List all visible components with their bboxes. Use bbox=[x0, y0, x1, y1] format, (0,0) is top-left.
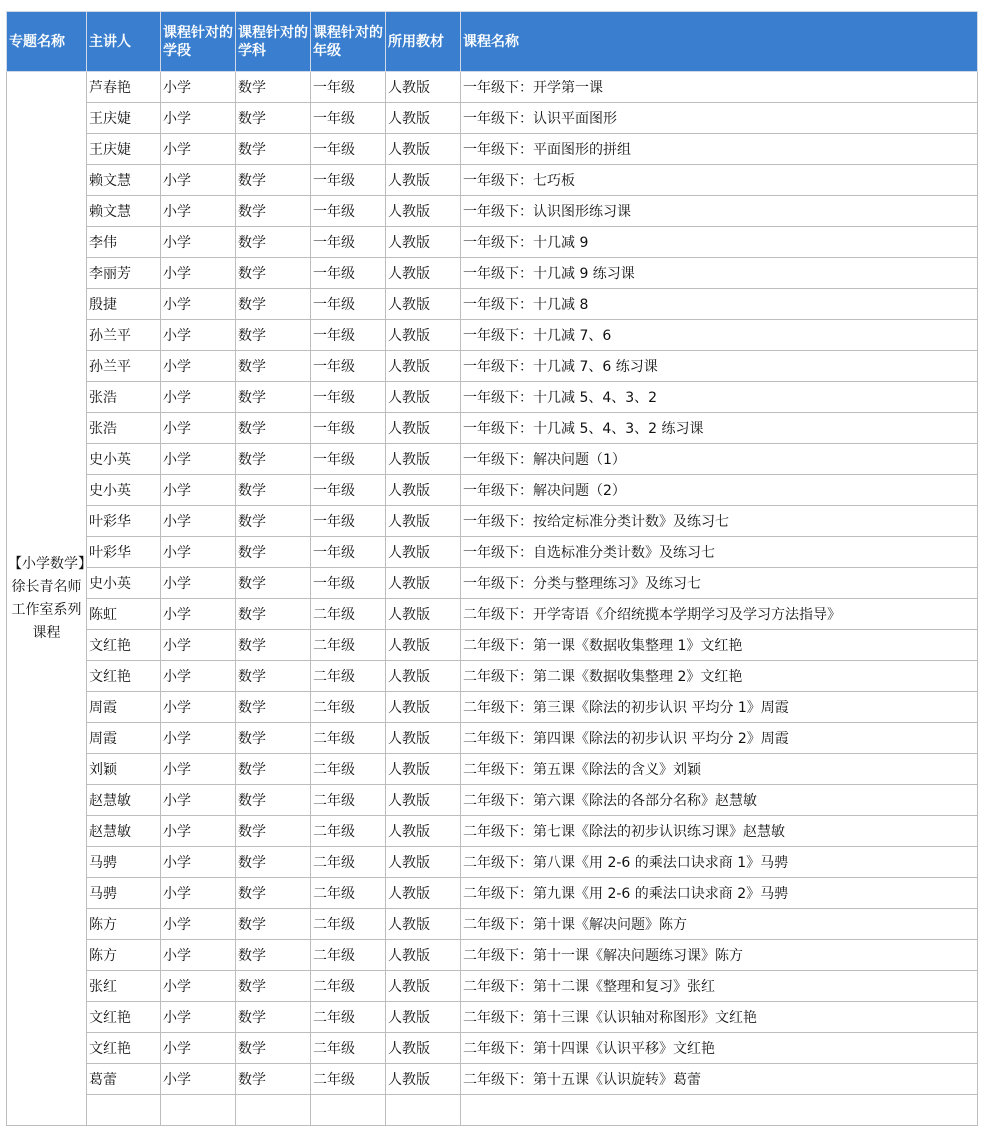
cell-subject: 数学 bbox=[236, 816, 311, 847]
cell-subject: 数学 bbox=[236, 971, 311, 1002]
cell-stage: 小学 bbox=[161, 940, 236, 971]
cell-stage: 小学 bbox=[161, 506, 236, 537]
cell-empty bbox=[386, 1095, 461, 1126]
cell-course: 一年级下：认识图形练习课 bbox=[461, 196, 978, 227]
cell-textbook: 人教版 bbox=[386, 289, 461, 320]
cell-textbook: 人教版 bbox=[386, 630, 461, 661]
cell-course: 一年级下：十几减 9 练习课 bbox=[461, 258, 978, 289]
cell-grade: 二年级 bbox=[311, 1064, 386, 1095]
cell-subject: 数学 bbox=[236, 227, 311, 258]
cell-stage: 小学 bbox=[161, 816, 236, 847]
cell-textbook: 人教版 bbox=[386, 475, 461, 506]
cell-grade: 一年级 bbox=[311, 165, 386, 196]
cell-textbook: 人教版 bbox=[386, 351, 461, 382]
cell-grade: 二年级 bbox=[311, 661, 386, 692]
cell-grade: 一年级 bbox=[311, 72, 386, 103]
cell-subject: 数学 bbox=[236, 475, 311, 506]
cell-textbook: 人教版 bbox=[386, 754, 461, 785]
cell-textbook: 人教版 bbox=[386, 599, 461, 630]
cell-textbook: 人教版 bbox=[386, 196, 461, 227]
cell-stage: 小学 bbox=[161, 1033, 236, 1064]
cell-course: 一年级下：解决问题（2） bbox=[461, 475, 978, 506]
table-row bbox=[7, 506, 978, 537]
cell-subject: 数学 bbox=[236, 785, 311, 816]
cell-speaker: 文红艳 bbox=[87, 1002, 161, 1033]
cell-speaker: 张浩 bbox=[87, 413, 161, 444]
cell-speaker: 张浩 bbox=[87, 382, 161, 413]
cell-grade: 一年级 bbox=[311, 320, 386, 351]
cell-textbook: 人教版 bbox=[386, 971, 461, 1002]
cell-course: 一年级下：按给定标准分类计数》及练习七 bbox=[461, 506, 978, 537]
cell-speaker: 叶彩华 bbox=[87, 537, 161, 568]
table-row bbox=[7, 444, 978, 475]
cell-stage: 小学 bbox=[161, 196, 236, 227]
cell-speaker: 孙兰平 bbox=[87, 351, 161, 382]
table-row bbox=[7, 475, 978, 506]
cell-grade: 二年级 bbox=[311, 909, 386, 940]
cell-course: 二年级下：第十一课《解决问题练习课》陈方 bbox=[461, 940, 978, 971]
cell-stage: 小学 bbox=[161, 630, 236, 661]
cell-grade: 二年级 bbox=[311, 785, 386, 816]
cell-stage: 小学 bbox=[161, 413, 236, 444]
table-row bbox=[7, 1064, 978, 1095]
cell-course: 二年级下：第十三课《认识轴对称图形》文红艳 bbox=[461, 1002, 978, 1033]
cell-stage: 小学 bbox=[161, 754, 236, 785]
cell-subject: 数学 bbox=[236, 878, 311, 909]
cell-speaker: 史小英 bbox=[87, 568, 161, 599]
table-row bbox=[7, 289, 978, 320]
table-row bbox=[7, 320, 978, 351]
cell-subject: 数学 bbox=[236, 72, 311, 103]
table-row bbox=[7, 568, 978, 599]
cell-stage: 小学 bbox=[161, 599, 236, 630]
cell-subject: 数学 bbox=[236, 723, 311, 754]
cell-stage: 小学 bbox=[161, 320, 236, 351]
cell-textbook: 人教版 bbox=[386, 320, 461, 351]
cell-speaker: 殷捷 bbox=[87, 289, 161, 320]
table-row bbox=[7, 413, 978, 444]
cell-speaker: 葛蕾 bbox=[87, 1064, 161, 1095]
cell-textbook: 人教版 bbox=[386, 382, 461, 413]
cell-stage: 小学 bbox=[161, 537, 236, 568]
cell-textbook: 人教版 bbox=[386, 134, 461, 165]
table-row bbox=[7, 692, 978, 723]
cell-course: 二年级下：开学寄语《介绍统揽本学期学习及学习方法指导》 bbox=[461, 599, 978, 630]
cell-textbook: 人教版 bbox=[386, 413, 461, 444]
cell-speaker: 史小英 bbox=[87, 475, 161, 506]
cell-course: 二年级下：第一课《数据收集整理 1》文红艳 bbox=[461, 630, 978, 661]
cell-empty bbox=[161, 1095, 236, 1126]
cell-speaker: 史小英 bbox=[87, 444, 161, 475]
cell-textbook: 人教版 bbox=[386, 227, 461, 258]
cell-grade: 一年级 bbox=[311, 537, 386, 568]
cell-empty bbox=[311, 1095, 386, 1126]
cell-stage: 小学 bbox=[161, 351, 236, 382]
table-body bbox=[7, 72, 978, 1126]
header-grade: 课程针对的年级 bbox=[311, 12, 386, 72]
cell-stage: 小学 bbox=[161, 444, 236, 475]
cell-course: 一年级下：十几减 7、6 bbox=[461, 320, 978, 351]
table-row bbox=[7, 351, 978, 382]
table-row bbox=[7, 72, 978, 103]
cell-speaker: 李丽芳 bbox=[87, 258, 161, 289]
cell-grade: 二年级 bbox=[311, 599, 386, 630]
cell-grade: 二年级 bbox=[311, 630, 386, 661]
cell-subject: 数学 bbox=[236, 1033, 311, 1064]
table-row bbox=[7, 1002, 978, 1033]
cell-empty bbox=[461, 1095, 978, 1126]
cell-stage: 小学 bbox=[161, 103, 236, 134]
cell-course: 二年级下：第九课《用 2-6 的乘法口诀求商 2》马骋 bbox=[461, 878, 978, 909]
cell-subject: 数学 bbox=[236, 320, 311, 351]
cell-stage: 小学 bbox=[161, 1064, 236, 1095]
cell-textbook: 人教版 bbox=[386, 847, 461, 878]
cell-course: 二年级下：第四课《除法的初步认识 平均分 2》周霞 bbox=[461, 723, 978, 754]
table-row bbox=[7, 165, 978, 196]
cell-grade: 二年级 bbox=[311, 971, 386, 1002]
cell-speaker: 刘颖 bbox=[87, 754, 161, 785]
cell-subject: 数学 bbox=[236, 413, 311, 444]
course-table bbox=[6, 11, 978, 1126]
cell-course: 一年级下：开学第一课 bbox=[461, 72, 978, 103]
cell-grade: 二年级 bbox=[311, 940, 386, 971]
header-speaker: 主讲人 bbox=[87, 12, 161, 72]
header-stage: 课程针对的学段 bbox=[161, 12, 236, 72]
cell-textbook: 人教版 bbox=[386, 1064, 461, 1095]
cell-textbook: 人教版 bbox=[386, 444, 461, 475]
cell-grade: 一年级 bbox=[311, 506, 386, 537]
table-row bbox=[7, 537, 978, 568]
cell-subject: 数学 bbox=[236, 382, 311, 413]
cell-empty bbox=[87, 1095, 161, 1126]
cell-course: 一年级下：十几减 8 bbox=[461, 289, 978, 320]
cell-speaker: 王庆婕 bbox=[87, 134, 161, 165]
cell-speaker: 周霞 bbox=[87, 723, 161, 754]
cell-course: 二年级下：第七课《除法的初步认识练习课》赵慧敏 bbox=[461, 816, 978, 847]
cell-stage: 小学 bbox=[161, 1002, 236, 1033]
cell-stage: 小学 bbox=[161, 165, 236, 196]
cell-course: 二年级下：第十二课《整理和复习》张红 bbox=[461, 971, 978, 1002]
cell-speaker: 马骋 bbox=[87, 878, 161, 909]
cell-grade: 一年级 bbox=[311, 568, 386, 599]
header-textbook: 所用教材 bbox=[386, 12, 461, 72]
cell-grade: 一年级 bbox=[311, 475, 386, 506]
cell-course: 一年级下：分类与整理练习》及练习七 bbox=[461, 568, 978, 599]
cell-stage: 小学 bbox=[161, 785, 236, 816]
cell-textbook: 人教版 bbox=[386, 103, 461, 134]
table-row-empty bbox=[7, 1095, 978, 1126]
cell-course: 二年级下：第八课《用 2-6 的乘法口诀求商 1》马骋 bbox=[461, 847, 978, 878]
cell-grade: 二年级 bbox=[311, 692, 386, 723]
cell-stage: 小学 bbox=[161, 258, 236, 289]
cell-subject: 数学 bbox=[236, 909, 311, 940]
cell-speaker: 李伟 bbox=[87, 227, 161, 258]
cell-subject: 数学 bbox=[236, 289, 311, 320]
cell-textbook: 人教版 bbox=[386, 506, 461, 537]
cell-stage: 小学 bbox=[161, 971, 236, 1002]
cell-grade: 一年级 bbox=[311, 351, 386, 382]
table-row bbox=[7, 940, 978, 971]
table-row bbox=[7, 847, 978, 878]
cell-course: 二年级下：第二课《数据收集整理 2》文红艳 bbox=[461, 661, 978, 692]
cell-speaker: 文红艳 bbox=[87, 630, 161, 661]
cell-subject: 数学 bbox=[236, 661, 311, 692]
cell-textbook: 人教版 bbox=[386, 1033, 461, 1064]
cell-subject: 数学 bbox=[236, 351, 311, 382]
cell-grade: 二年级 bbox=[311, 1002, 386, 1033]
cell-textbook: 人教版 bbox=[386, 785, 461, 816]
cell-speaker: 赵慧敏 bbox=[87, 785, 161, 816]
table-row bbox=[7, 134, 978, 165]
cell-subject: 数学 bbox=[236, 754, 311, 785]
table-row bbox=[7, 785, 978, 816]
cell-topic: 【小学数学】徐长青名师工作室系列课程 bbox=[7, 72, 87, 1126]
cell-grade: 一年级 bbox=[311, 103, 386, 134]
cell-speaker: 赖文慧 bbox=[87, 196, 161, 227]
cell-grade: 二年级 bbox=[311, 847, 386, 878]
cell-stage: 小学 bbox=[161, 692, 236, 723]
cell-stage: 小学 bbox=[161, 475, 236, 506]
table-row bbox=[7, 661, 978, 692]
cell-stage: 小学 bbox=[161, 568, 236, 599]
cell-course: 一年级下：十几减 7、6 练习课 bbox=[461, 351, 978, 382]
cell-course: 二年级下：第三课《除法的初步认识 平均分 1》周霞 bbox=[461, 692, 978, 723]
cell-speaker: 孙兰平 bbox=[87, 320, 161, 351]
cell-stage: 小学 bbox=[161, 289, 236, 320]
table-row bbox=[7, 227, 978, 258]
cell-course: 二年级下：第十四课《认识平移》文红艳 bbox=[461, 1033, 978, 1064]
cell-textbook: 人教版 bbox=[386, 909, 461, 940]
cell-subject: 数学 bbox=[236, 630, 311, 661]
cell-textbook: 人教版 bbox=[386, 723, 461, 754]
table-row bbox=[7, 258, 978, 289]
cell-speaker: 文红艳 bbox=[87, 661, 161, 692]
cell-course: 一年级下：十几减 9 bbox=[461, 227, 978, 258]
cell-course: 二年级下：第十五课《认识旋转》葛蕾 bbox=[461, 1064, 978, 1095]
table-row bbox=[7, 382, 978, 413]
cell-grade: 二年级 bbox=[311, 816, 386, 847]
cell-grade: 一年级 bbox=[311, 258, 386, 289]
cell-subject: 数学 bbox=[236, 568, 311, 599]
cell-subject: 数学 bbox=[236, 1064, 311, 1095]
cell-textbook: 人教版 bbox=[386, 878, 461, 909]
cell-grade: 一年级 bbox=[311, 413, 386, 444]
cell-grade: 一年级 bbox=[311, 134, 386, 165]
cell-course: 一年级下：七巧板 bbox=[461, 165, 978, 196]
cell-stage: 小学 bbox=[161, 661, 236, 692]
cell-grade: 二年级 bbox=[311, 754, 386, 785]
cell-stage: 小学 bbox=[161, 134, 236, 165]
header-course: 课程名称 bbox=[461, 12, 978, 72]
cell-speaker: 陈方 bbox=[87, 909, 161, 940]
cell-grade: 一年级 bbox=[311, 444, 386, 475]
table-row bbox=[7, 196, 978, 227]
table-row bbox=[7, 723, 978, 754]
cell-course: 一年级下：十几减 5、4、3、2 bbox=[461, 382, 978, 413]
cell-subject: 数学 bbox=[236, 847, 311, 878]
cell-textbook: 人教版 bbox=[386, 537, 461, 568]
cell-subject: 数学 bbox=[236, 599, 311, 630]
cell-speaker: 芦春艳 bbox=[87, 72, 161, 103]
cell-subject: 数学 bbox=[236, 940, 311, 971]
cell-speaker: 赖文慧 bbox=[87, 165, 161, 196]
cell-subject: 数学 bbox=[236, 1002, 311, 1033]
cell-course: 一年级下：解决问题（1） bbox=[461, 444, 978, 475]
cell-textbook: 人教版 bbox=[386, 72, 461, 103]
cell-course: 一年级下：平面图形的拼组 bbox=[461, 134, 978, 165]
cell-speaker: 张红 bbox=[87, 971, 161, 1002]
cell-textbook: 人教版 bbox=[386, 258, 461, 289]
cell-grade: 一年级 bbox=[311, 196, 386, 227]
cell-speaker: 文红艳 bbox=[87, 1033, 161, 1064]
cell-textbook: 人教版 bbox=[386, 661, 461, 692]
cell-speaker: 王庆婕 bbox=[87, 103, 161, 134]
cell-grade: 二年级 bbox=[311, 878, 386, 909]
cell-textbook: 人教版 bbox=[386, 1002, 461, 1033]
cell-stage: 小学 bbox=[161, 382, 236, 413]
cell-speaker: 马骋 bbox=[87, 847, 161, 878]
cell-stage: 小学 bbox=[161, 72, 236, 103]
cell-grade: 一年级 bbox=[311, 289, 386, 320]
cell-subject: 数学 bbox=[236, 196, 311, 227]
cell-course: 一年级下：十几减 5、4、3、2 练习课 bbox=[461, 413, 978, 444]
header-subject: 课程针对的学科 bbox=[236, 12, 311, 72]
cell-speaker: 陈虹 bbox=[87, 599, 161, 630]
cell-stage: 小学 bbox=[161, 909, 236, 940]
cell-stage: 小学 bbox=[161, 227, 236, 258]
cell-speaker: 叶彩华 bbox=[87, 506, 161, 537]
cell-subject: 数学 bbox=[236, 103, 311, 134]
cell-course: 二年级下：第六课《除法的各部分名称》赵慧敏 bbox=[461, 785, 978, 816]
header-topic: 专题名称 bbox=[7, 12, 87, 72]
table-row bbox=[7, 754, 978, 785]
table-row bbox=[7, 971, 978, 1002]
table-row bbox=[7, 103, 978, 134]
cell-course: 一年级下：自选标准分类计数》及练习七 bbox=[461, 537, 978, 568]
table-row bbox=[7, 599, 978, 630]
cell-textbook: 人教版 bbox=[386, 816, 461, 847]
cell-textbook: 人教版 bbox=[386, 692, 461, 723]
table-row bbox=[7, 630, 978, 661]
cell-stage: 小学 bbox=[161, 847, 236, 878]
cell-grade: 一年级 bbox=[311, 382, 386, 413]
table-row bbox=[7, 1033, 978, 1064]
cell-speaker: 周霞 bbox=[87, 692, 161, 723]
cell-stage: 小学 bbox=[161, 723, 236, 754]
cell-textbook: 人教版 bbox=[386, 940, 461, 971]
cell-subject: 数学 bbox=[236, 258, 311, 289]
header-row bbox=[7, 12, 978, 72]
cell-textbook: 人教版 bbox=[386, 165, 461, 196]
cell-empty bbox=[236, 1095, 311, 1126]
cell-subject: 数学 bbox=[236, 506, 311, 537]
cell-course: 二年级下：第十课《解决问题》陈方 bbox=[461, 909, 978, 940]
cell-subject: 数学 bbox=[236, 537, 311, 568]
cell-speaker: 赵慧敏 bbox=[87, 816, 161, 847]
cell-stage: 小学 bbox=[161, 878, 236, 909]
cell-subject: 数学 bbox=[236, 134, 311, 165]
cell-subject: 数学 bbox=[236, 165, 311, 196]
cell-subject: 数学 bbox=[236, 444, 311, 475]
table-row bbox=[7, 816, 978, 847]
cell-grade: 一年级 bbox=[311, 227, 386, 258]
cell-speaker: 陈方 bbox=[87, 940, 161, 971]
cell-textbook: 人教版 bbox=[386, 568, 461, 599]
cell-course: 一年级下：认识平面图形 bbox=[461, 103, 978, 134]
cell-grade: 二年级 bbox=[311, 1033, 386, 1064]
cell-grade: 二年级 bbox=[311, 723, 386, 754]
cell-course: 二年级下：第五课《除法的含义》刘颖 bbox=[461, 754, 978, 785]
table-row bbox=[7, 909, 978, 940]
cell-subject: 数学 bbox=[236, 692, 311, 723]
table-row bbox=[7, 878, 978, 909]
